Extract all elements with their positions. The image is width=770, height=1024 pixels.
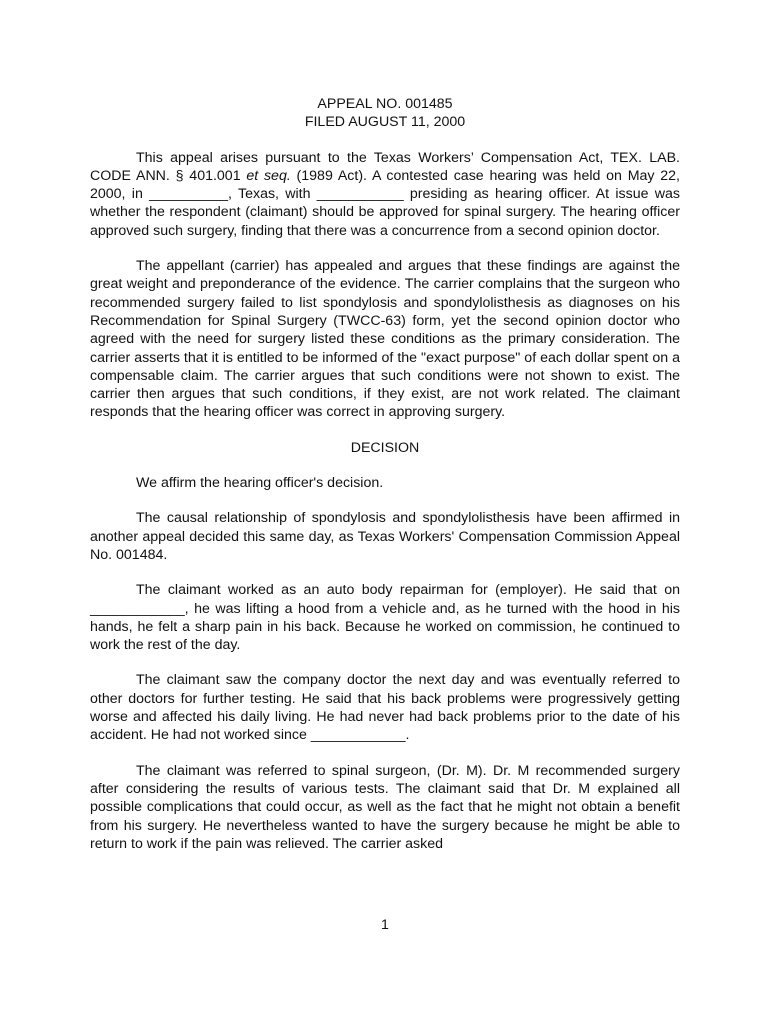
spacer xyxy=(90,492,680,509)
appeal-number: APPEAL NO. 001485 xyxy=(317,96,453,112)
spacer xyxy=(90,654,680,671)
page-number: 1 xyxy=(381,917,389,933)
spacer xyxy=(90,422,680,439)
spacer xyxy=(90,564,680,581)
spacer xyxy=(90,240,680,257)
spacer xyxy=(90,457,680,474)
decision-heading: DECISION xyxy=(350,439,420,456)
et-seq-italic: et seq. xyxy=(246,167,291,184)
document-body xyxy=(90,95,680,853)
paragraph-affirm: We affirm the hearing officer's decision. xyxy=(136,475,384,492)
paragraph-carrier-appeal: The appellant (carrier) has appealed and argues that these findings are against the great weight and preponderance of the evidence. The carrier complains that the surgeon who recommended surgery failed to list spondylosis and spondylolisthesis as diagnoses on his Recommendation for Spinal Surgery (TWCC-63) form, yet the second opinion doctor who agreed with the need for surgery listed these conditions as the primary consideration. The carrier asserts that it is entitled to be informed of the "exact purpose" of each dollar spent on a compensable claim. The carrier argues that such conditions were not shown to exist. The carrier then argues that such conditions, if they exist, are not work related. The claimant responds that the hearing officer was correct in approving surgery. xyxy=(90,258,680,421)
spacer xyxy=(90,745,680,762)
paragraph-spinal-surgeon: The claimant was referred to spinal surgeon, (Dr. M). Dr. M recommended surgery after considering the results of various tests. The claimant said that Dr. M explained all possible complications that could occur, as well as the fact that he might not obtain a benefit from his surgery. He nevertheless wanted to have the surgery because he might be able to return to work if the pain was relieved. The carrier asked xyxy=(90,762,680,852)
paragraph-company-doctor: The claimant saw the company doctor the next day and was eventually referred to other doctors for further testing. He said that his back problems were progressively getting worse and affected his daily living. He had never had back problems prior to the date of his accident. He had not worked since ____________. xyxy=(90,672,680,744)
paragraph-claimant-work: The claimant worked as an auto body repairman for (employer). He said that on ____________, he was lifting a hood from a vehicle and, as he turned with the hood in his hands, he felt a sharp pain in his back. Because he worked on commission, he continued to work the rest of the day. xyxy=(90,582,680,654)
filed-date: FILED AUGUST 11, 2000 xyxy=(304,114,466,131)
paragraph-causal: The causal relationship of spondylosis and spondylolisthesis have been affirmed in another appeal decided this same day, as Texas Workers' Compensation Commission Appeal No. 001484. xyxy=(90,510,680,563)
spacer xyxy=(90,132,680,149)
paragraph-intro: This appeal arises pursuant to the Texas Workers’ Compensation Act, TEX. LAB. CODE ANN. § 401.001 et seq. (1989 Act). A contested case hearing was held on May 22, 2000, in __________, Texas, with ___________ presiding as hearing officer. At issue was whether the respondent (claimant) should be approved for spinal surgery. The hearing officer approved such surgery, finding that there was a concurrence from a second opinion doctor. xyxy=(90,149,680,239)
